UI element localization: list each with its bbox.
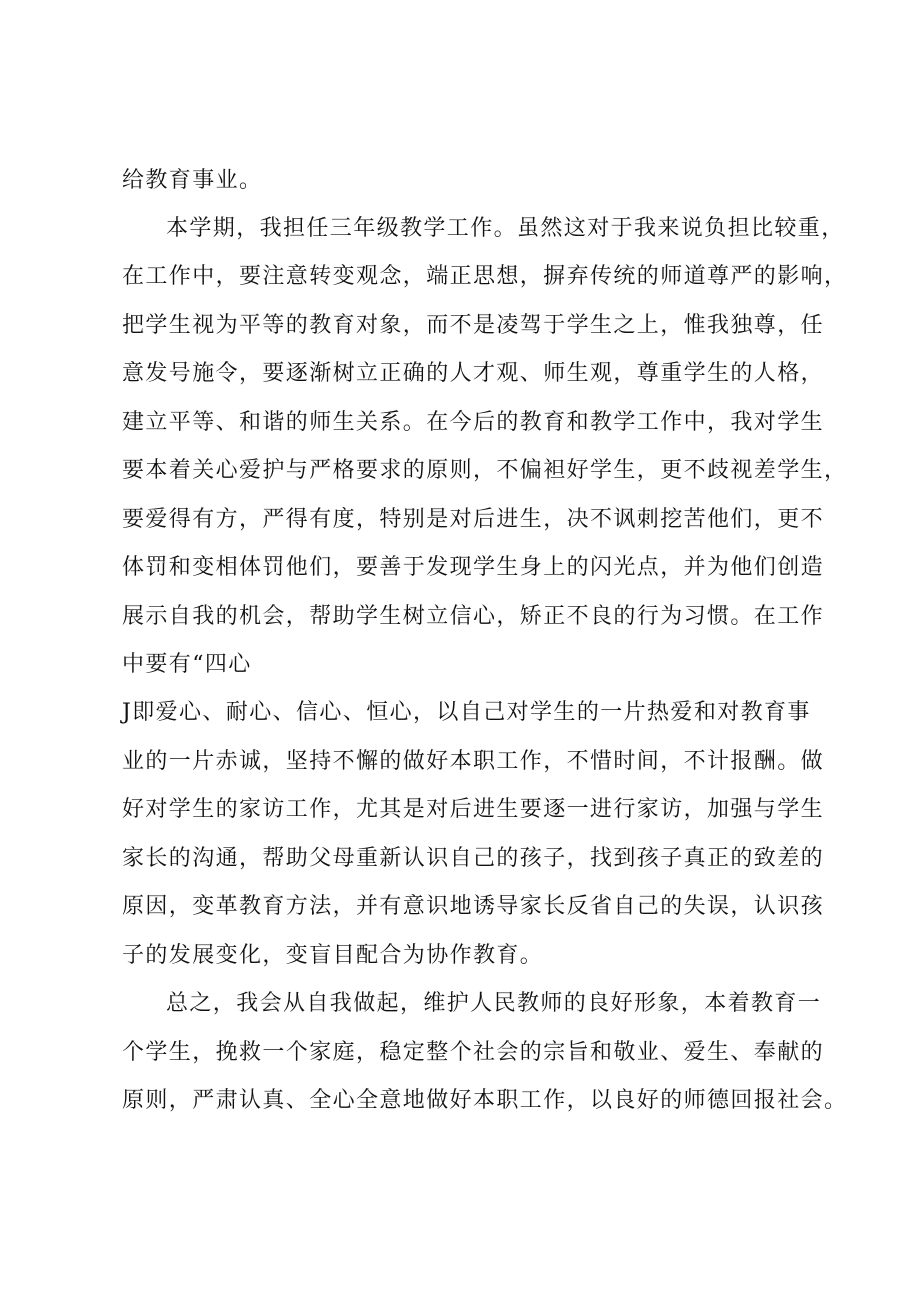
text-line: 中要有“四心 [122,652,252,677]
text-line: J即爱心、耐心、信心、恒心，以自己对学生的一片热爱和对教育事 [122,700,811,725]
text-line: 要爱得有方，严得有度，特别是对后进生，决不讽刺挖苦他们，更不 [122,507,825,532]
text-line: 业的一片赤诚，坚持不懈的做好本职工作，不惜时间，不计报酬。做 [122,749,825,774]
text-line: 子的发展变化，变盲目配合为协作教育。 [122,943,544,968]
text-line: 把学生视为平等的教育对象，而不是凌驾于学生之上，惟我独尊，任 [122,313,825,338]
text-line: 个学生，挽救一个家庭，稳定整个社会的宗旨和敬业、爱生、奉献的 [122,1040,825,1065]
text-line: 在工作中，要注意转变观念，端正思想，摒弃传统的师道尊严的影响， [122,264,848,289]
text-line: 建立平等、和谐的师生关系。在今后的教育和教学工作中，我对学生 [122,410,825,435]
text-line: 意发号施令，要逐渐树立正确的人才观、师生观，尊重学生的人格， [122,361,825,386]
text-line: 家长的沟通，帮助父母重新认识自己的孩子，找到孩子真正的致差的 [122,846,825,871]
text-line: 原因，变革教育方法，并有意识地诱导家长反省自己的失误，认识孩 [122,894,825,919]
text-line: 原则，严肃认真、全心全意地做好本职工作，以良好的师德回报社会。 [122,1088,848,1113]
text-line: 要本着关心爱护与严格要求的原则，不偏袒好学生，更不歧视差学生， [122,458,848,483]
text-line: 好对学生的家访工作，尤其是对后进生要逐一进行家访，加强与学生 [122,797,825,822]
text-line: 体罚和变相体罚他们，要善于发现学生身上的闪光点，并为他们创造 [122,555,825,580]
text-line: 展示自我的机会，帮助学生树立信心，矫正不良的行为习惯。在工作 [122,604,825,629]
text-line: 给教育事业。 [122,168,263,193]
paragraph-start-line: 本学期，我担任三年级教学工作。虽然这对于我来说负担比较重， [166,216,845,241]
paragraph-start-line: 总之，我会从自我做起，维护人民教师的良好形象，本着教育一 [166,991,822,1016]
